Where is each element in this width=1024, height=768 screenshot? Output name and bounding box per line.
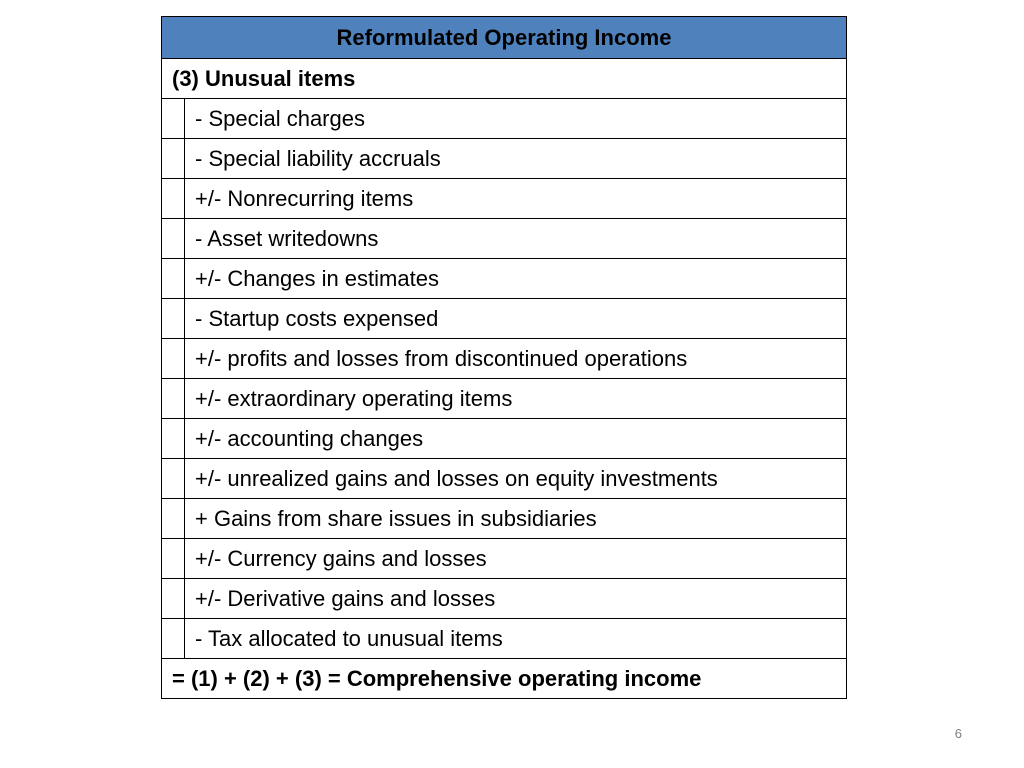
table-row xyxy=(162,459,847,499)
line-item: +/- accounting changes xyxy=(185,419,847,459)
line-item: +/- Derivative gains and losses xyxy=(185,579,847,619)
table-row xyxy=(162,619,847,659)
total-label: = (1) + (2) + (3) = Comprehensive operating income xyxy=(162,659,847,699)
table-row xyxy=(162,379,847,419)
table-row xyxy=(162,339,847,379)
indent-cell xyxy=(162,339,185,379)
total-row xyxy=(162,659,847,699)
table-row xyxy=(162,139,847,179)
line-item: - Asset writedowns xyxy=(185,219,847,259)
line-item: +/- Changes in estimates xyxy=(185,259,847,299)
page-number: 6 xyxy=(954,726,962,741)
table-row xyxy=(162,259,847,299)
reformulated-operating-income-table xyxy=(161,16,847,699)
indent-cell xyxy=(162,379,185,419)
line-item: + Gains from share issues in subsidiaries xyxy=(185,499,847,539)
line-item: +/- Nonrecurring items xyxy=(185,179,847,219)
table-header-row xyxy=(162,17,847,59)
table-row xyxy=(162,579,847,619)
indent-cell xyxy=(162,259,185,299)
table-row xyxy=(162,99,847,139)
indent-cell xyxy=(162,619,185,659)
indent-cell xyxy=(162,139,185,179)
table-row xyxy=(162,419,847,459)
indent-cell xyxy=(162,99,185,139)
section-row xyxy=(162,59,847,99)
line-item: +/- profits and losses from discontinued operations xyxy=(185,339,847,379)
indent-cell xyxy=(162,179,185,219)
line-item: - Special charges xyxy=(185,99,847,139)
table-row xyxy=(162,219,847,259)
line-item: +/- extraordinary operating items xyxy=(185,379,847,419)
line-item: - Special liability accruals xyxy=(185,139,847,179)
table-row xyxy=(162,539,847,579)
table-row xyxy=(162,299,847,339)
indent-cell xyxy=(162,459,185,499)
table-row xyxy=(162,179,847,219)
indent-cell xyxy=(162,539,185,579)
line-item: - Startup costs expensed xyxy=(185,299,847,339)
indent-cell xyxy=(162,219,185,259)
indent-cell xyxy=(162,299,185,339)
indent-cell xyxy=(162,419,185,459)
section-label: (3) Unusual items xyxy=(162,59,847,99)
line-item: +/- unrealized gains and losses on equity investments xyxy=(185,459,847,499)
indent-cell xyxy=(162,499,185,539)
table-title: Reformulated Operating Income xyxy=(162,17,847,59)
line-item: +/- Currency gains and losses xyxy=(185,539,847,579)
table-row xyxy=(162,499,847,539)
line-item: - Tax allocated to unusual items xyxy=(185,619,847,659)
indent-cell xyxy=(162,579,185,619)
